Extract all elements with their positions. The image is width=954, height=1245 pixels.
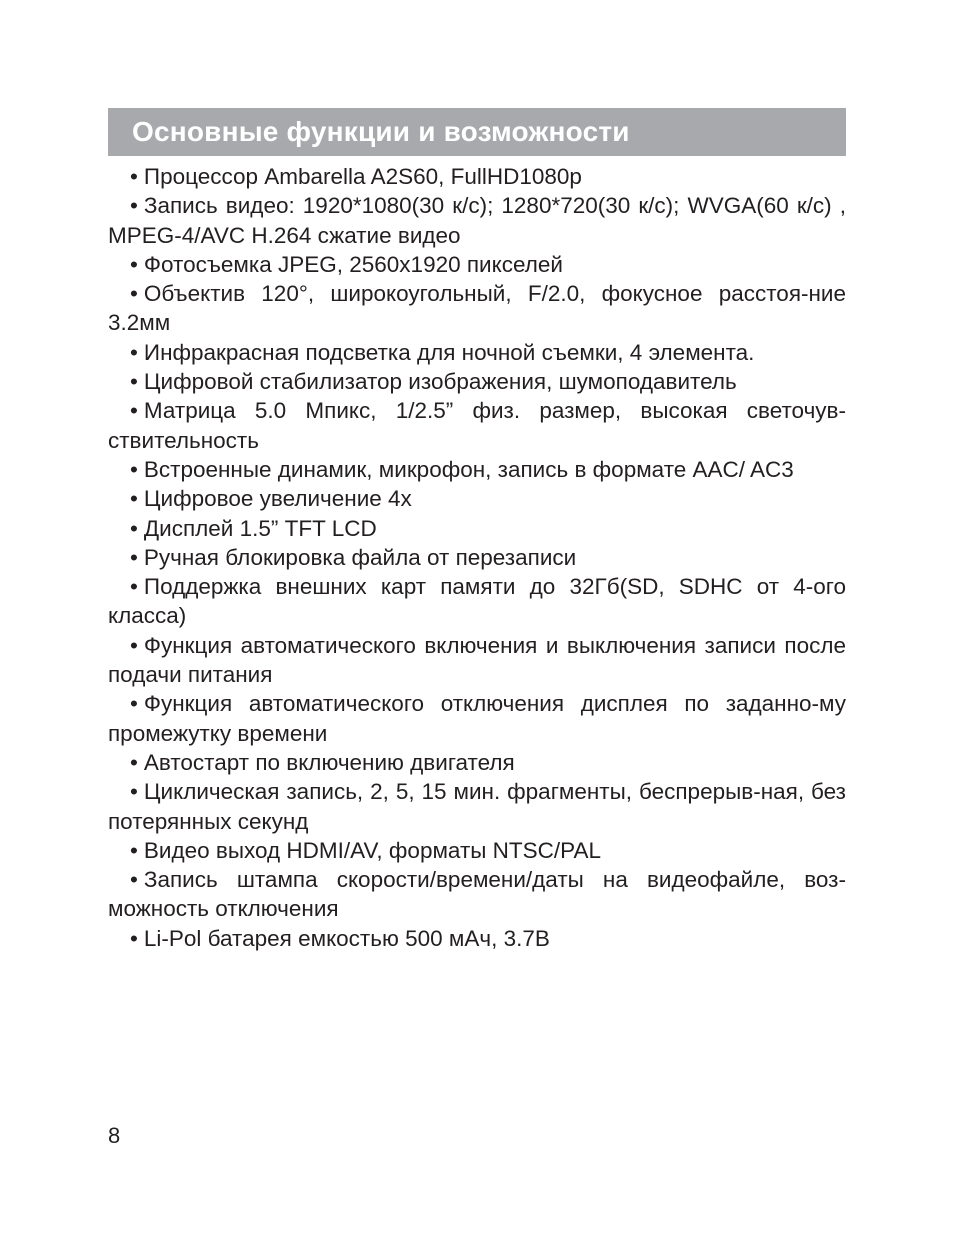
feature-list	[108, 162, 846, 953]
feature-item	[108, 191, 846, 250]
feature-item	[108, 689, 846, 748]
feature-item	[108, 748, 846, 777]
bullet-icon: •	[130, 369, 138, 395]
bullet-icon: •	[130, 749, 138, 775]
feature-item	[108, 572, 846, 631]
page-title: Основные функции и возможности	[132, 116, 630, 147]
bullet-icon: •	[130, 193, 138, 219]
feature-item	[108, 777, 846, 836]
feature-text: Цифровое увеличение 4x	[143, 486, 412, 512]
feature-text: Дисплей 1.5” TFT LCD	[143, 515, 377, 541]
bullet-icon: •	[130, 164, 138, 189]
page-number: 8	[108, 1123, 121, 1148]
feature-text: Встроенные динамик, микрофон, запись в формате AAC/ AC3	[143, 456, 794, 482]
feature-text: Процессор Ambarella A2S60, FullHD1080p	[143, 164, 582, 189]
feature-text: Цифровой стабилизатор изображения, шумоподавитель	[143, 369, 737, 395]
feature-text: Матрица 5.0 Мпикс, 1/2.5” физ. размер, высокая светочув-ствительность	[108, 398, 846, 453]
feature-text: Циклическая запись, 2, 5, 15 мин. фрагменты, беспрерыв-ная, без потерянных секунд	[108, 779, 846, 834]
bullet-icon: •	[130, 398, 138, 424]
bullet-icon: •	[130, 486, 138, 512]
feature-text: Объектив 120°, широкоугольный, F/2.0, фокусное расстоя-ние 3.2мм	[108, 281, 846, 336]
bullet-icon: •	[130, 544, 138, 570]
feature-item	[108, 865, 846, 924]
feature-text: Li-Pol батарея емкостью 500 мАч, 3.7В	[143, 925, 550, 951]
feature-item	[108, 631, 846, 690]
feature-item	[108, 367, 846, 396]
bullet-icon: •	[130, 867, 138, 893]
feature-item	[108, 455, 846, 484]
bullet-icon: •	[130, 456, 138, 482]
feature-text: Инфракрасная подсветка для ночной съемки, 4 элемента.	[143, 339, 755, 365]
bullet-icon: •	[130, 574, 138, 600]
feature-item	[108, 162, 846, 191]
feature-item	[108, 543, 846, 572]
bullet-icon: •	[130, 339, 138, 365]
feature-item	[108, 924, 846, 953]
feature-item	[108, 338, 846, 367]
feature-text: Фотосъемка JPEG, 2560x1920 пикселей	[143, 251, 563, 277]
bullet-icon: •	[130, 925, 138, 951]
feature-item	[108, 514, 846, 543]
bullet-icon: •	[130, 515, 138, 541]
feature-text: Запись видео: 1920*1080(30 к/с); 1280*720(30 к/с); WVGA(60 к/с) , MPEG-4/AVC H.264 сжатие видео	[108, 193, 846, 248]
bullet-icon: •	[130, 251, 138, 277]
bullet-icon: •	[130, 837, 138, 863]
feature-text: Запись штампа скорости/времени/даты на видеофайле, воз-можность отключения	[108, 867, 846, 922]
feature-item	[108, 279, 846, 338]
feature-item	[108, 250, 846, 279]
section-title-bar	[108, 108, 846, 156]
bullet-icon: •	[130, 779, 138, 805]
feature-item	[108, 836, 846, 865]
feature-item	[108, 484, 846, 513]
feature-item	[108, 396, 846, 455]
bullet-icon: •	[130, 632, 138, 658]
feature-text: Автостарт по включению двигателя	[143, 749, 515, 775]
bullet-icon: •	[130, 691, 138, 717]
feature-text: Функция автоматического отключения дисплея по заданно-му промежутку времени	[108, 691, 846, 746]
feature-text: Поддержка внешних карт памяти до 32Гб(SD, SDHC от 4-ого класса)	[108, 574, 846, 629]
bullet-icon: •	[130, 281, 138, 307]
feature-text: Ручная блокировка файла от перезаписи	[143, 544, 577, 570]
feature-text: Функция автоматического включения и выключения записи после подачи питания	[108, 632, 846, 688]
feature-text: Видео выход HDMI/AV, форматы NTSC/PAL	[143, 837, 602, 863]
